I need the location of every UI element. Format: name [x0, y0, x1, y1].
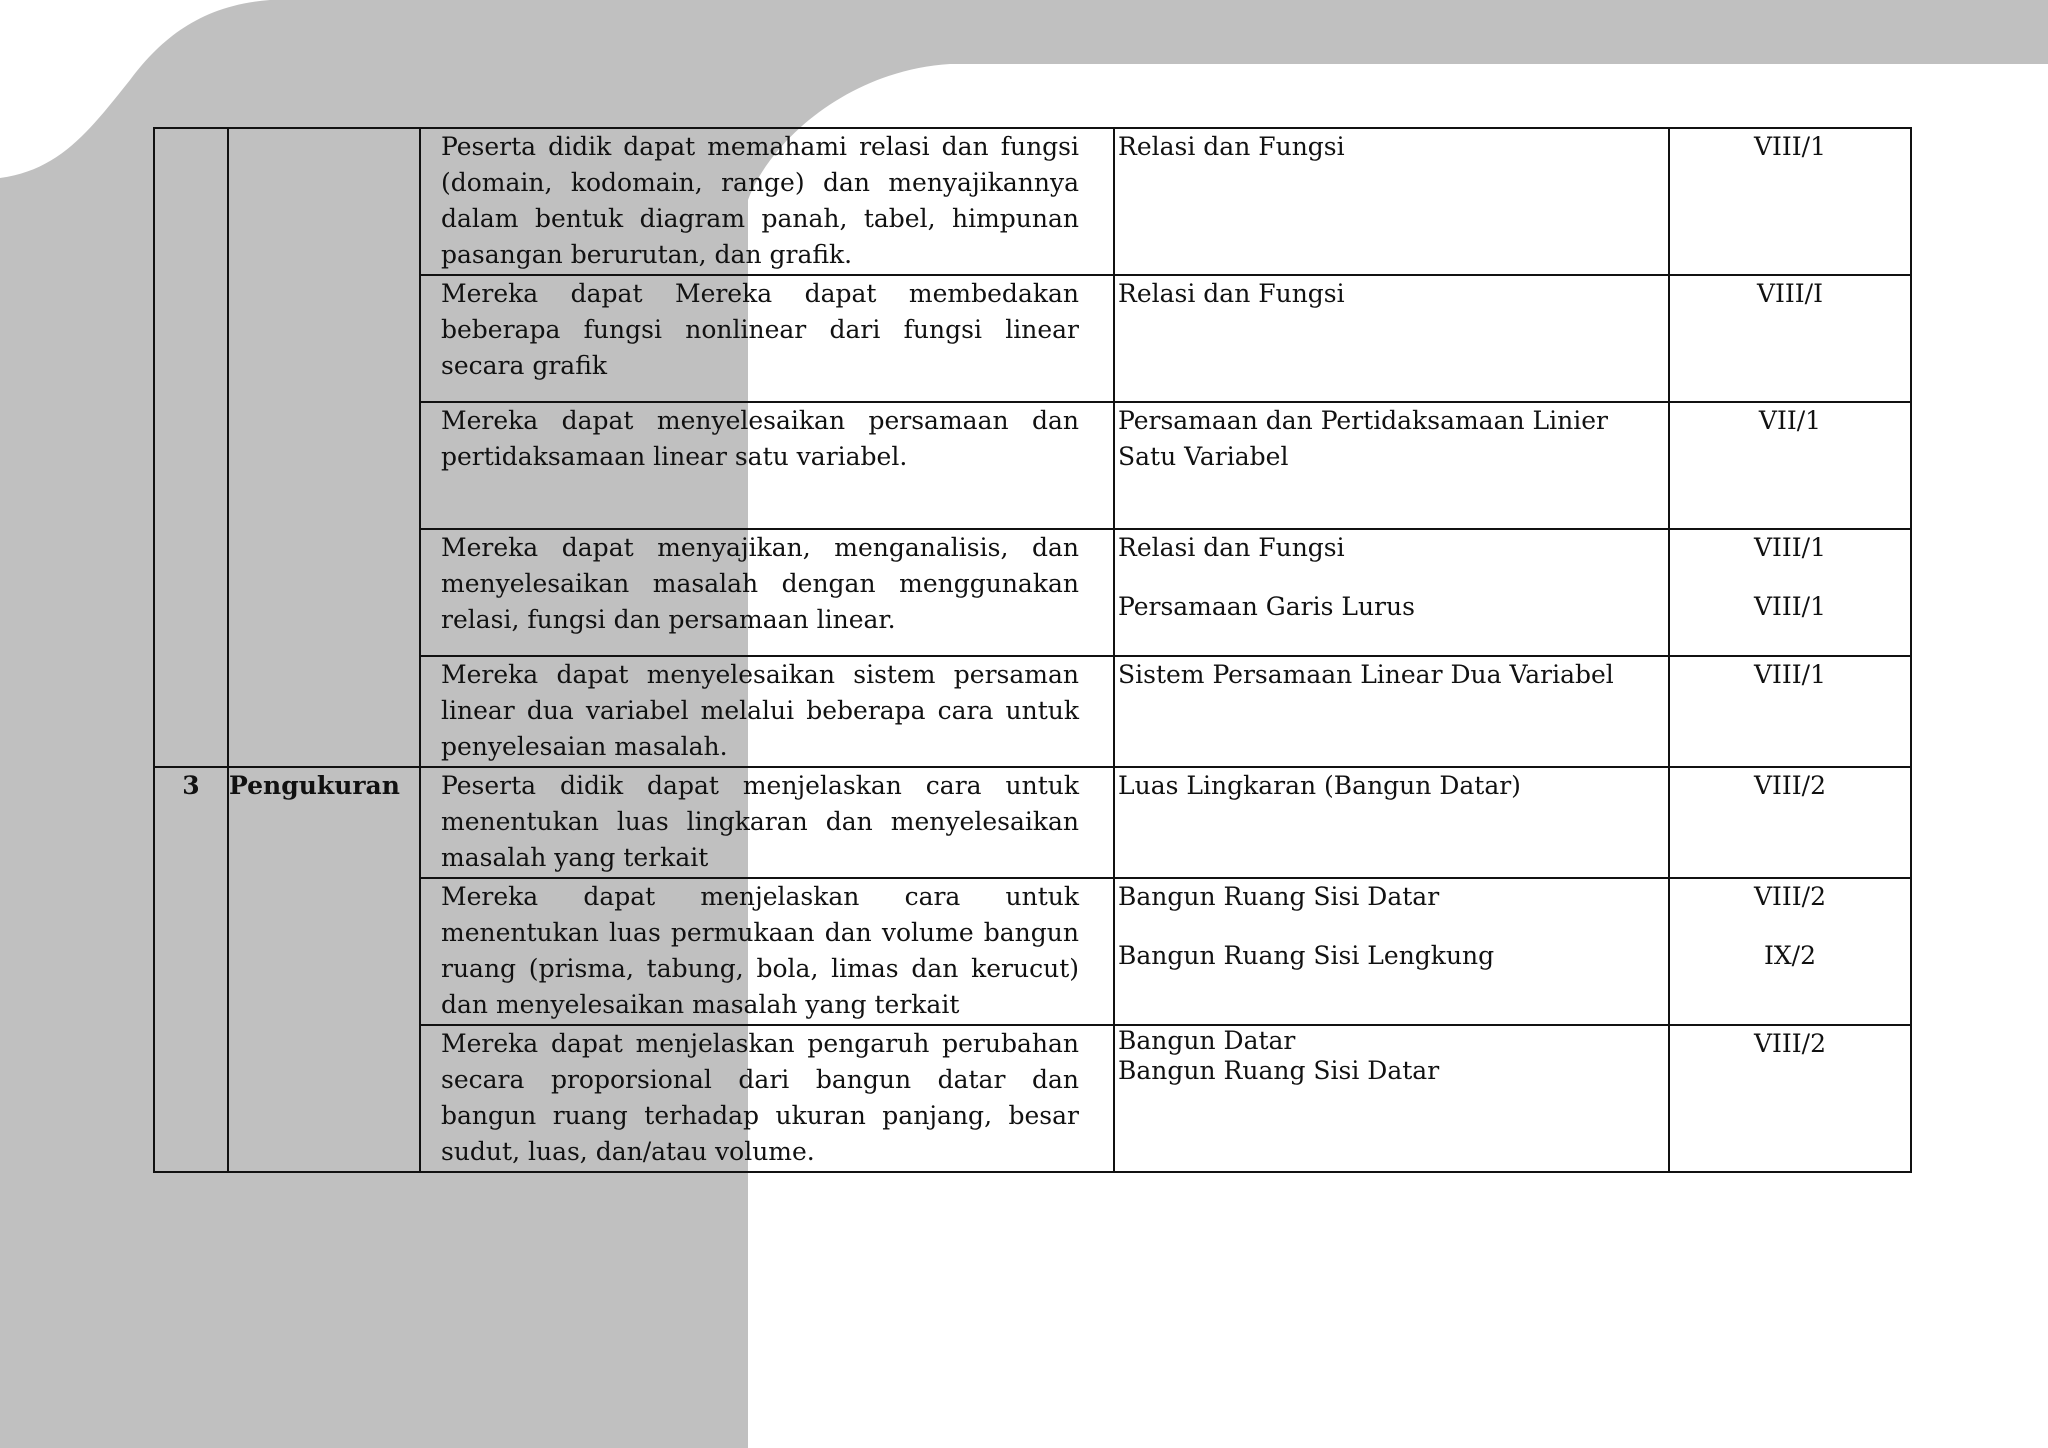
kelas-cell: VIII/1 — [1669, 128, 1911, 275]
description-cell: Mereka dapat menyelesaikan sistem persaman linear dua variabel melalui beberapa cara untuk penyelesaian masalah. — [420, 656, 1114, 767]
number-cell — [154, 128, 228, 767]
element-cell — [228, 128, 420, 767]
kelas-cell: VIII/2 — [1669, 1025, 1911, 1172]
kelas-cell: VIII/1 VIII/1 — [1669, 529, 1911, 656]
kelas-cell: VIII/I — [1669, 275, 1911, 402]
curriculum-table — [153, 127, 1912, 1173]
kelas-cell: VIII/2 IX/2 — [1669, 878, 1911, 1025]
number-cell — [154, 767, 228, 1172]
description-cell: Mereka dapat Mereka dapat membedakan beberapa fungsi nonlinear dari fungsi linear secara grafik — [420, 275, 1114, 402]
element-number: 3 — [182, 771, 200, 800]
materi-cell: Persamaan dan Pertidaksamaan Linier Satu Variabel — [1114, 402, 1669, 529]
element-cell — [228, 767, 420, 1172]
kelas-cell: VII/1 — [1669, 402, 1911, 529]
materi-cell: Bangun Ruang Sisi Datar Bangun Ruang Sisi Lengkung — [1114, 878, 1669, 1025]
description-cell: Peserta didik dapat memahami relasi dan fungsi (domain, kodomain, range) dan menyajikannya dalam bentuk diagram panah, tabel, himpunan pasangan berurutan, dan grafik. — [420, 128, 1114, 275]
materi-cell: Sistem Persamaan Linear Dua Variabel — [1114, 656, 1669, 767]
table-row — [154, 767, 1911, 878]
materi-cell: Bangun Datar Bangun Ruang Sisi Datar — [1114, 1025, 1669, 1172]
materi-cell: Relasi dan Fungsi — [1114, 275, 1669, 402]
kelas-cell: VIII/1 — [1669, 656, 1911, 767]
kelas-cell: VIII/2 — [1669, 767, 1911, 878]
table-row — [154, 128, 1911, 275]
element-name: Pengukuran — [229, 771, 400, 800]
description-cell: Mereka dapat menjelaskan pengaruh perubahan secara proporsional dari bangun datar dan bangun ruang terhadap ukuran panjang, besar sudut, luas, dan/atau volume. — [420, 1025, 1114, 1172]
description-cell: Mereka dapat menjelaskan cara untuk menentukan luas permukaan dan volume bangun ruang (prisma, tabung, bola, limas dan kerucut) dan menyelesaikan masalah yang terkait — [420, 878, 1114, 1025]
description-cell: Mereka dapat menyajikan, menganalisis, dan menyelesaikan masalah dengan menggunakan relasi, fungsi dan persamaan linear. — [420, 529, 1114, 656]
description-cell: Mereka dapat menyelesaikan persamaan dan pertidaksamaan linear satu variabel. — [420, 402, 1114, 529]
materi-cell: Relasi dan Fungsi Persamaan Garis Lurus — [1114, 529, 1669, 656]
materi-cell: Luas Lingkaran (Bangun Datar) — [1114, 767, 1669, 878]
description-cell: Peserta didik dapat menjelaskan cara untuk menentukan luas lingkaran dan menyelesaikan masalah yang terkait — [420, 767, 1114, 878]
materi-cell: Relasi dan Fungsi — [1114, 128, 1669, 275]
